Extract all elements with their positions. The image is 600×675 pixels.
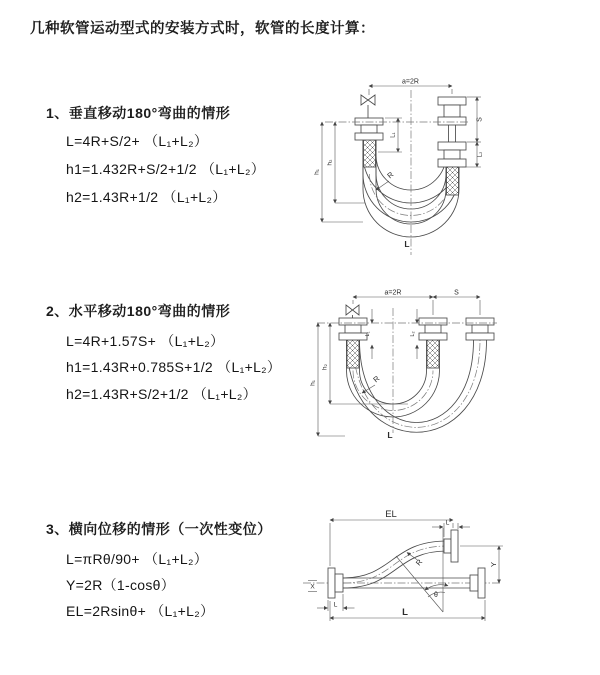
- dim-label-left-l: L: [333, 601, 338, 609]
- dim-label-r: R: [371, 373, 382, 385]
- section-3-formula-L: L=πRθ/90+ （L₁+L₂）: [66, 551, 209, 567]
- dim-label-l2: L₂: [477, 151, 484, 158]
- dimension-s: [433, 290, 480, 316]
- axis-marker-label: X: [310, 583, 315, 591]
- diagram-vertical-180-bend: [305, 70, 575, 265]
- dim-label-s: S: [476, 117, 484, 122]
- dim-label-a2r: a=2R: [402, 78, 419, 86]
- angle-construction: [396, 528, 448, 612]
- hose-s-curve-displaced: [343, 541, 447, 588]
- dim-label-r: R: [413, 557, 425, 568]
- section-2-formula-h2: h2=1.43R+S/2+1/2 （L₁+L₂）: [66, 386, 257, 402]
- right-fitting-positions: [438, 97, 466, 195]
- section-2-formula-h1: h1=1.43R+0.785S+1/2 （L₁+L₂）: [66, 359, 282, 375]
- dimension-l2: [410, 309, 417, 359]
- section-2-heading: 2、水平移动180°弯曲的情形: [46, 303, 231, 319]
- braided-hose-section: [427, 340, 439, 368]
- axis-marker: [308, 581, 317, 592]
- dim-label-el: EL: [385, 509, 397, 520]
- hose-u-bends: [347, 340, 487, 432]
- dim-label-length: L: [404, 239, 410, 249]
- upper-right-flange: [444, 530, 458, 562]
- dim-label-length: L: [402, 607, 408, 618]
- dim-label-length: L: [387, 430, 393, 440]
- dim-label-h1: h₁: [309, 380, 317, 386]
- dimension-left-l: [317, 594, 355, 611]
- dim-label-theta: θ: [434, 592, 438, 599]
- right-fitting: [466, 318, 494, 340]
- valve-icon: [361, 95, 375, 118]
- section-3-heading: 3、横向位移的情形（一次性变位）: [46, 521, 272, 537]
- section-3-formula-EL: EL=2Rsinθ+ （L₁+L₂）: [66, 603, 215, 619]
- dim-label-h2: h₂: [321, 363, 329, 371]
- radius-callout: [362, 374, 382, 393]
- dim-label-l2: L₂: [410, 331, 416, 337]
- section-1-formula-h1: h1=1.432R+S/2+1/2 （L₁+L₂）: [66, 161, 266, 177]
- dim-label-h1: h₁: [313, 169, 321, 175]
- dim-label-r: R: [385, 169, 396, 181]
- braided-hose-section: [347, 340, 359, 368]
- dim-label-s: S: [454, 289, 459, 297]
- diagram-lateral-displacement: [295, 500, 595, 655]
- dim-label-a2r: a=2R: [384, 289, 402, 297]
- middle-fitting: [419, 318, 447, 368]
- dimension-s: [467, 97, 484, 142]
- braided-hose-section: [447, 167, 459, 195]
- section-3-formula-Y: Y=2R（1-cosθ）: [66, 577, 176, 593]
- section-1-heading: 1、垂直移动180°弯曲的情形: [46, 105, 231, 121]
- dim-label-l1: L₁: [365, 331, 371, 337]
- left-fitting: [355, 118, 383, 167]
- section-1-formula-L: L=4R+S/2+ （L₁+L₂）: [66, 133, 209, 149]
- dimension-el: [330, 509, 453, 566]
- left-flange: [328, 568, 343, 598]
- dim-label-l1: L₁: [390, 132, 397, 138]
- dim-label-y: Y: [489, 561, 498, 568]
- lower-right-flange: [470, 568, 485, 598]
- braided-hose-section: [364, 140, 376, 167]
- diagram-horizontal-180-bend: [305, 283, 575, 448]
- section-1-formula-h2: h2=1.43R+1/2 （L₁+L₂）: [66, 189, 227, 205]
- dimension-l1: [365, 309, 372, 359]
- dimension-a2r: [369, 79, 452, 96]
- left-fitting: [339, 318, 367, 368]
- section-2-formula-L: L=4R+1.57S+ （L₁+L₂）: [66, 333, 225, 349]
- page-title: 几种软管运动型式的安装方式时，软管的长度计算：: [30, 21, 375, 37]
- dimension-length: [330, 600, 485, 621]
- dim-label-top-l: L: [445, 519, 450, 527]
- dim-label-h2: h₂: [326, 159, 334, 166]
- valve-icon: [346, 305, 359, 318]
